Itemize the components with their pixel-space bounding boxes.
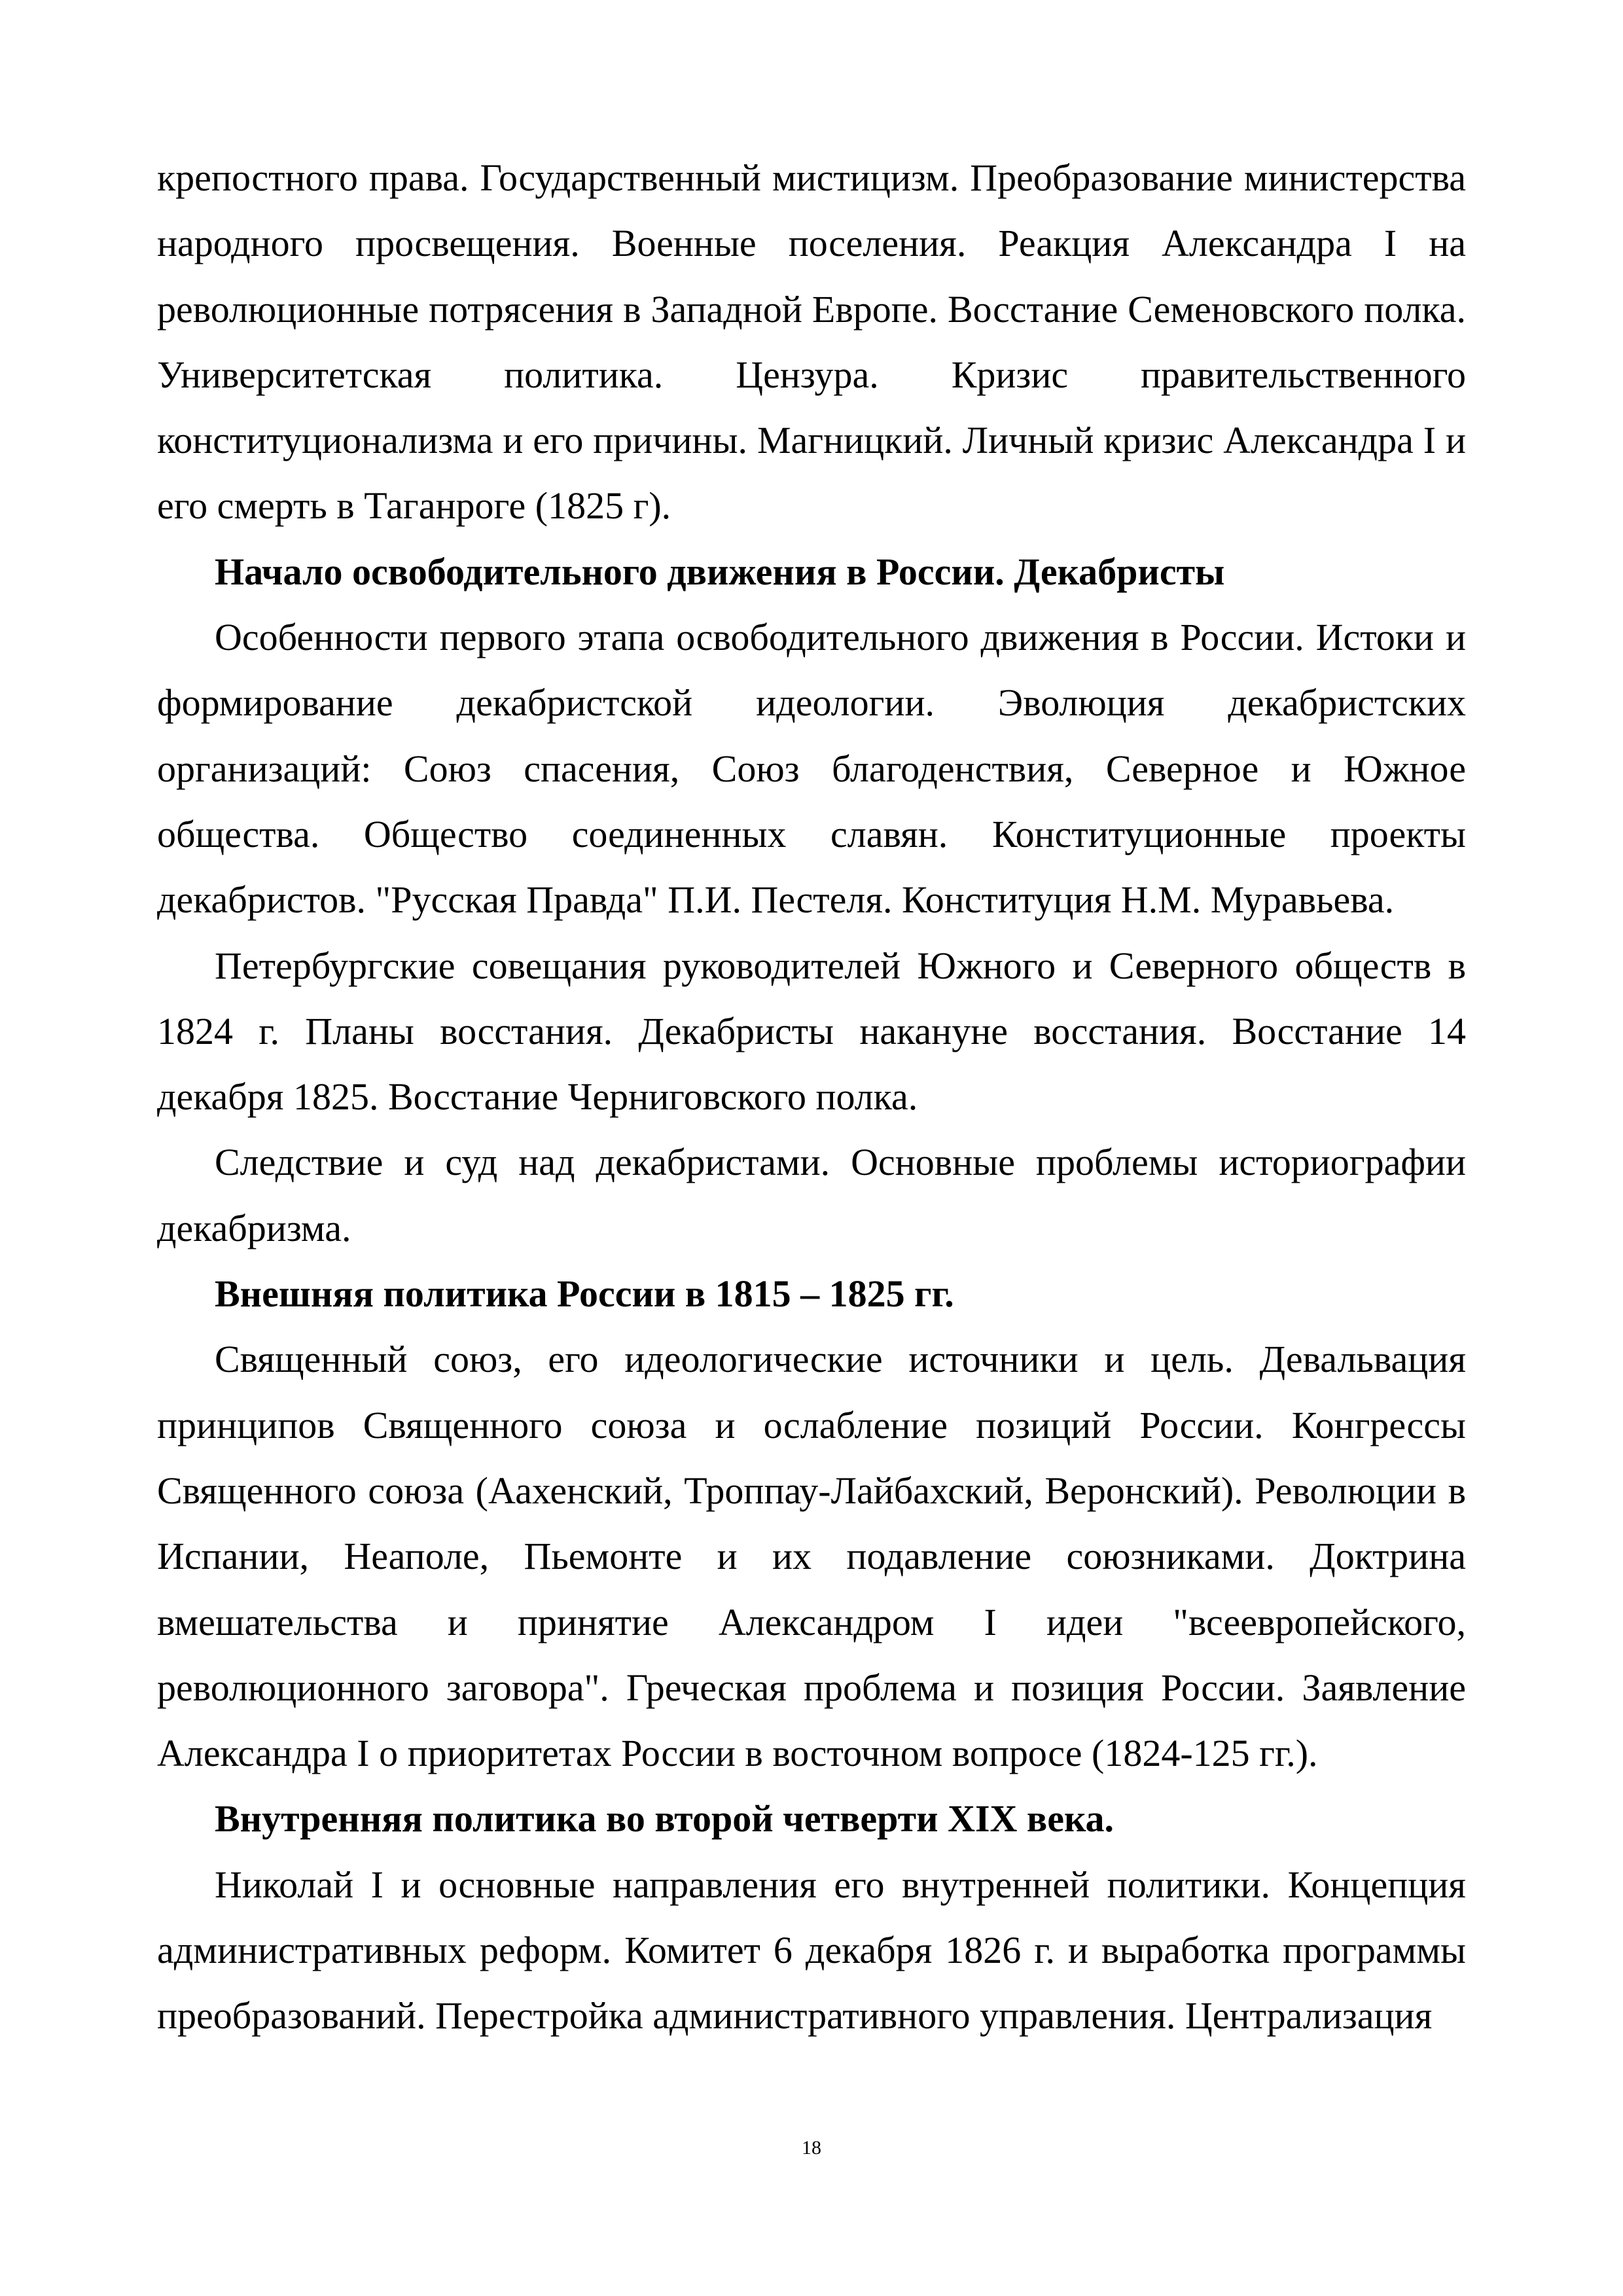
paragraph-investigation-trial: Следствие и суд над декабристами. Основные проблемы историографии декабризма.	[157, 1141, 1466, 1249]
paragraph-nicholas-policy: Николай I и основные направления его внутренней политики. Концепция административных реформ. Комитет 6 декабря 1826 г. и выработка программы преобразований. Перестройка административного управления. Централизация	[157, 1863, 1466, 2037]
heading-foreign-policy: Внешняя политика России в 1815 – 1825 гг.	[215, 1272, 954, 1316]
paragraph-serfdom-continuation: крепостного права. Государственный мистицизм. Преобразование министерства народного просвещения. Военные поселения. Реакция Александра I на революционные потрясения в Западной Европе. Восстание Семеновского полка. Университетская политика. Цензура. Кризис правительственного конституционализма и его причины. Магницкий. Личный кризис Александра I и его смерть в Таганроге (1825 г).	[157, 156, 1466, 528]
paragraph-petersburg-meetings: Петербургские совещания руководителей Южного и Северного обществ в 1824 г. Планы восстания. Декабристы накануне восстания. Восстание 14 декабря 1825. Восстание Черниговского полка.	[157, 944, 1466, 1119]
heading-decembrists: Начало освободительного движения в России. Декабристы	[215, 550, 1225, 593]
page-number: 18	[802, 2137, 821, 2159]
page-body	[157, 145, 1466, 2049]
paragraph-liberation-movement: Особенности первого этапа освободительного движения в России. Истоки и формирование декабристской идеологии. Эволюция декабристских организаций: Союз спасения, Союз благоденствия, Северное и Южное общества. Общество соединенных славян. Конституционные проекты декабристов. "Русская Правда" П.И. Пестеля. Конституция Н.М. Муравьева.	[157, 616, 1466, 922]
paragraph-holy-alliance: Священный союз, его идеологические источники и цель. Девальвация принципов Священного союза и ослабление позиций России. Конгрессы Священного союза (Аахенский, Троппау-Лайбахский, Веронский). Революции в Испании, Неаполе, Пьемонте и их подавление союзниками. Доктрина вмешательства и принятие Александром I идеи "всеевропейского, революционного заговора". Греческая проблема и позиция России. Заявление Александра I о приоритетах России в восточном вопросе (1824-125 гг.).	[157, 1338, 1466, 1775]
heading-domestic-policy: Внутренняя политика во второй четверти XIX века.	[215, 1797, 1115, 1840]
